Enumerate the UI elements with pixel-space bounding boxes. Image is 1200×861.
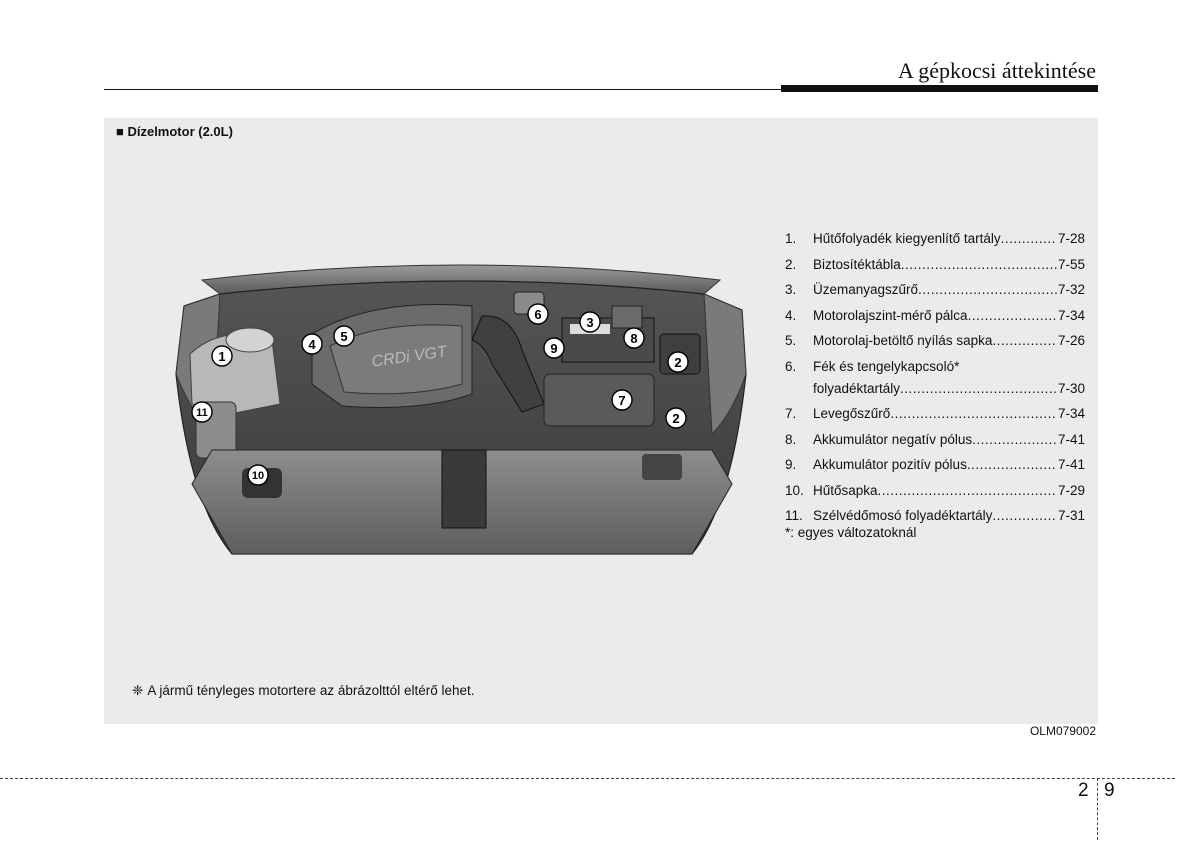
illustration-note (132, 683, 474, 699)
leader-dots (972, 427, 1057, 453)
legend-item-page-ref: 7-41 (1057, 457, 1085, 472)
engine-bay-illustration (172, 254, 752, 626)
legend-item (785, 452, 1085, 478)
legend-item-page-ref: 7-31 (1057, 508, 1085, 523)
leader-dots (890, 401, 1057, 427)
callout-2a (668, 352, 688, 372)
legend-item-page-ref: 7-30 (1057, 380, 1085, 396)
leader-dots (1001, 226, 1057, 252)
legend-item-label: Motorolaj-betöltő nyílás sapka (813, 333, 993, 348)
legend-item-page-ref: 7-26 (1057, 333, 1085, 348)
svg-text:5: 5 (340, 329, 348, 344)
legend-item-number: 1. (785, 231, 797, 246)
legend-item-label-line1: Fék és tengelykapcsoló* (813, 358, 960, 374)
legend-item-number: 10. (785, 482, 804, 498)
svg-text:1: 1 (218, 349, 226, 364)
component-legend (785, 226, 1085, 529)
svg-text:11: 11 (196, 407, 208, 419)
legend-item-number: 4. (785, 307, 797, 323)
page-header-title: A gépkocsi áttekintése (898, 58, 1096, 83)
legend-item-number: 5. (785, 333, 797, 348)
content-panel (104, 118, 1098, 738)
legend-item-page-ref: 7-41 (1057, 431, 1085, 447)
svg-text:CRDi VGT: CRDi VGT (370, 343, 448, 371)
legend-item-label: Biztosítéktábla (813, 256, 901, 272)
leader-dots (878, 478, 1057, 504)
page-number-divider (1097, 778, 1098, 840)
note-symbol-icon: ❈ (132, 683, 144, 698)
legend-item-label: folyadéktartály (813, 380, 901, 396)
svg-text:6: 6 (534, 307, 542, 322)
legend-item-page-ref: 7-34 (1057, 406, 1085, 421)
legend-item (785, 401, 1085, 427)
svg-text:2: 2 (674, 355, 682, 370)
callout-7 (612, 390, 632, 410)
svg-text:3: 3 (586, 315, 594, 330)
legend-item-number: 6. (785, 358, 797, 374)
legend-footnote: *: egyes változatoknál (785, 525, 917, 540)
leader-dots (992, 503, 1057, 529)
legend-item (785, 427, 1085, 453)
leader-dots (992, 328, 1057, 354)
callout-1 (212, 346, 232, 366)
legend-item-page-ref: 7-28 (1057, 231, 1085, 246)
callout-2b (666, 408, 686, 428)
section-title: ■ Dízelmotor (2.0L) (116, 124, 233, 139)
callout-11 (192, 402, 212, 422)
legend-item-number: 3. (785, 282, 797, 297)
leader-dots (968, 303, 1057, 329)
svg-text:9: 9 (550, 341, 558, 356)
legend-item-number: 9. (785, 457, 797, 472)
note-text: A jármű tényleges motortere az ábrázolttól eltérő lehet. (147, 683, 475, 698)
leader-dots (900, 376, 1057, 402)
callout-3 (580, 312, 600, 332)
svg-text:2: 2 (672, 411, 680, 426)
legend-item-label: Motorolajszint-mérő pálca (813, 307, 968, 323)
header-rule-accent (781, 85, 1098, 92)
legend-item (785, 478, 1085, 504)
callout-5 (334, 326, 354, 346)
chapter-number: 2 (1078, 780, 1089, 801)
callout-4 (302, 334, 322, 354)
svg-text:10: 10 (251, 470, 265, 482)
svg-text:4: 4 (308, 337, 316, 352)
legend-item (785, 277, 1085, 303)
callout-9 (544, 338, 564, 358)
legend-item-label: Üzemanyagszűrő (813, 282, 919, 297)
callout-6 (528, 304, 548, 324)
callout-8 (624, 328, 644, 348)
callout-10 (248, 465, 268, 485)
leader-dots (967, 452, 1057, 478)
legend-item-label: Akkumulátor negatív pólus (813, 431, 973, 447)
svg-text:7: 7 (618, 393, 626, 408)
legend-item-page-ref: 7-32 (1057, 282, 1085, 297)
legend-item (785, 252, 1085, 278)
legend-item (785, 328, 1085, 354)
legend-item-page-ref: 7-55 (1057, 256, 1085, 272)
legend-item-label: Hűtőfolyadék kiegyenlítő tartály (813, 231, 1001, 246)
figure-code: OLM079002 (1029, 724, 1096, 738)
legend-item-number: 7. (785, 406, 797, 421)
legend-item-page-ref: 7-29 (1057, 482, 1085, 498)
legend-item-number: 8. (785, 431, 797, 447)
legend-item-label: Levegőszűrő (813, 406, 891, 421)
legend-item (785, 354, 1085, 402)
legend-item-label: Hűtősapka (813, 482, 878, 498)
legend-item-page-ref: 7-34 (1057, 307, 1085, 323)
legend-item-number: 11. (785, 508, 803, 523)
leader-dots (901, 252, 1057, 278)
leader-dots (918, 277, 1057, 303)
legend-item (785, 303, 1085, 329)
page-number: 9 (1104, 780, 1115, 801)
legend-item-label: Szélvédőmosó folyadéktartály (813, 508, 993, 523)
legend-item (785, 226, 1085, 252)
footer-dashed-rule (0, 778, 1175, 779)
legend-item-number: 2. (785, 256, 797, 272)
svg-text:8: 8 (630, 331, 638, 346)
legend-item-label: Akkumulátor pozitív pólus (813, 457, 967, 472)
